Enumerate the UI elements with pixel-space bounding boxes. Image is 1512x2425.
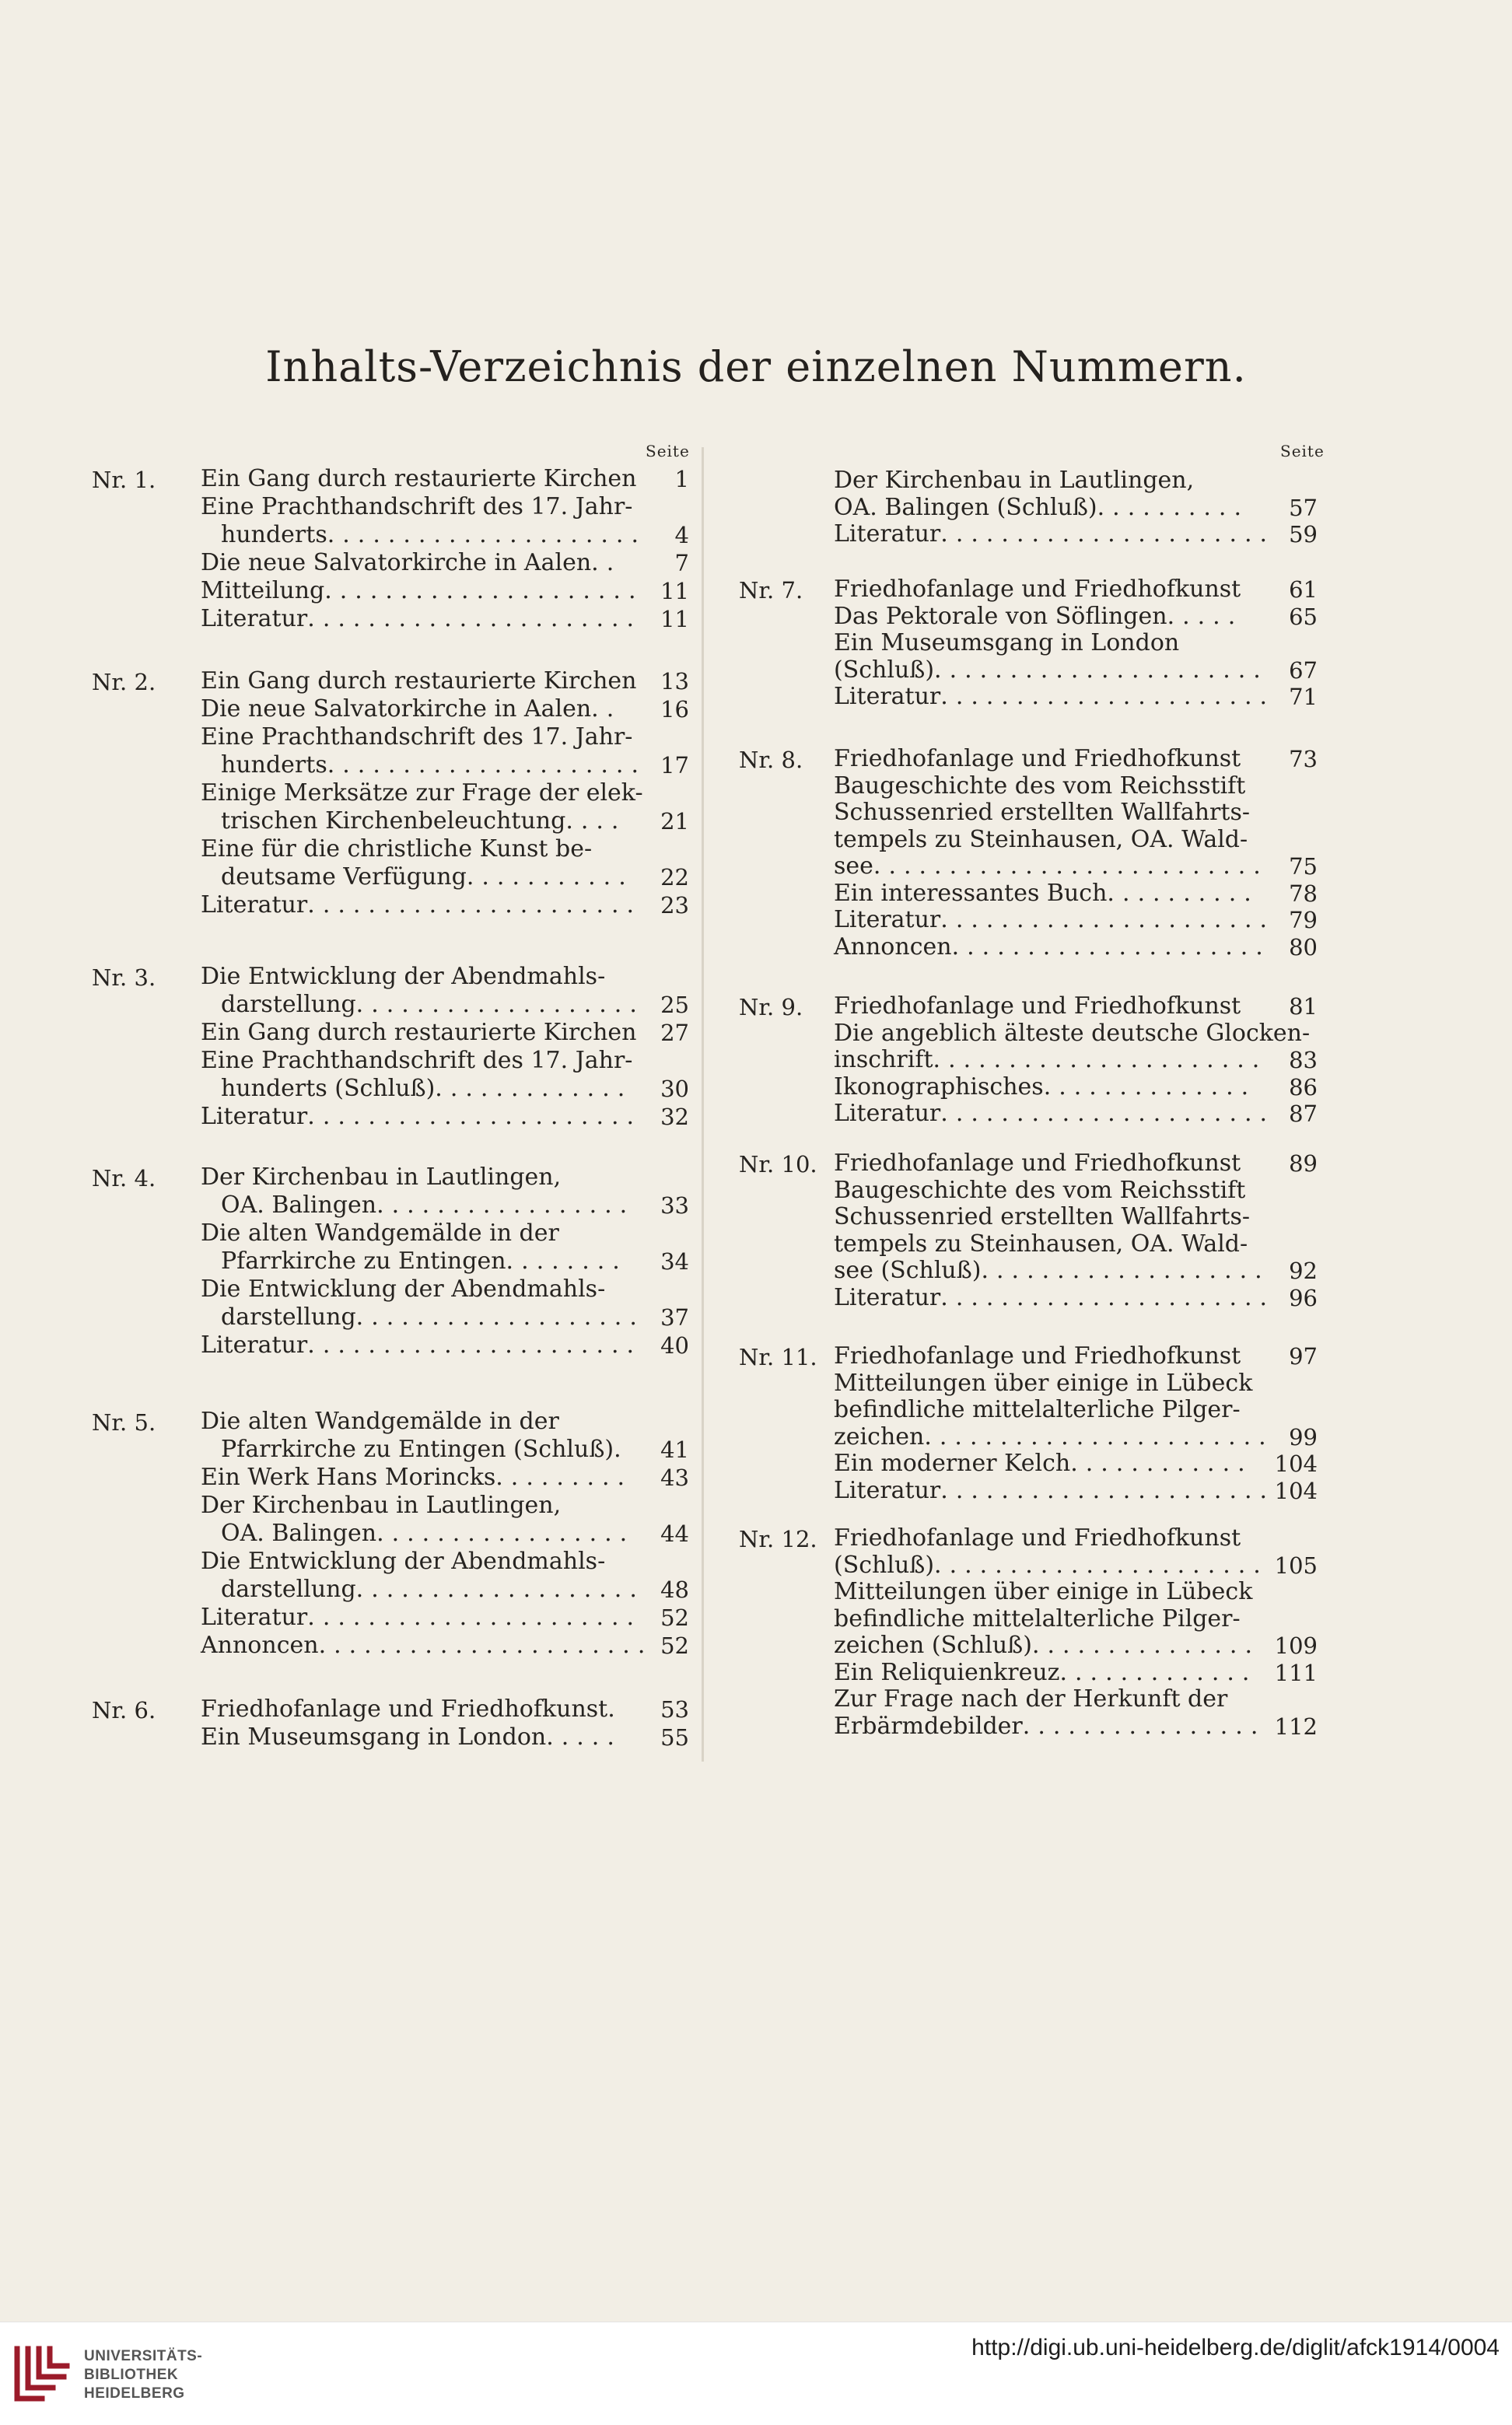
entry-page-number: 43: [660, 1464, 689, 1491]
entry-page-number: 59: [1289, 521, 1318, 548]
entry-title-line: Literatur: [834, 520, 941, 548]
entry-page-number: 99: [1289, 1423, 1318, 1450]
leader-dots: .....: [1167, 602, 1244, 630]
entry-page-number: 52: [660, 1632, 689, 1659]
entry-title-line: Die Entwicklung der Abendmahls-: [201, 1275, 606, 1303]
entry-title-line: Friedhofanlage und Friedhofkunst: [834, 1342, 1241, 1370]
leader-dots: ......................: [940, 906, 1276, 933]
entry-title-line: tempels zu Steinhausen, OA. Wald-: [834, 1230, 1248, 1258]
entry-title-line: befindliche mittelalterliche Pilger-: [834, 1604, 1241, 1632]
entry-page-number: 75: [1289, 853, 1318, 880]
entry-title-line: hunderts: [221, 751, 327, 779]
leader-dots: ................: [1022, 1712, 1266, 1740]
leader-dots: ...................: [355, 1576, 645, 1603]
leader-dots: ........: [506, 1247, 628, 1275]
entry-page-number: 4: [674, 522, 689, 548]
entry-title-line: Ein Museumsgang in London: [201, 1723, 547, 1751]
entry-title-line: Eine Prachthandschrift des 17. Jahr-: [201, 1047, 633, 1074]
leader-dots: ..............: [1043, 1073, 1257, 1101]
issue-number: Nr. 11.: [739, 1344, 817, 1370]
entry-page-number: 61: [1289, 576, 1318, 603]
entry-title-line: (Schluß): [834, 1551, 935, 1579]
entry-title-line: Die alten Wandgemälde in der: [201, 1219, 559, 1247]
leader-dots: .....: [546, 1723, 622, 1751]
entry-title-line: darstellung: [221, 1576, 356, 1603]
entry-page-number: 79: [1289, 907, 1318, 933]
entry-title-line: Friedhofanlage und Friedhofkunst: [201, 1695, 608, 1723]
leader-dots: ..: [591, 549, 622, 576]
entry-title-line: Die alten Wandgemälde in der: [201, 1408, 559, 1435]
entry-title-line: Einige Merksätze zur Frage der elek-: [201, 779, 643, 807]
leader-dots: ......................: [307, 891, 642, 919]
entry-title-line: see (Schluß): [834, 1257, 982, 1284]
entry-page-number: 48: [660, 1576, 689, 1603]
entry-page-number: 41: [660, 1436, 689, 1463]
entry-title-line: Pfarrkirche zu Entingen (Schluß): [221, 1436, 614, 1463]
leader-dots: ......................: [934, 656, 1269, 684]
entry-title-line: Literatur: [201, 1604, 308, 1631]
entry-page-number: 105: [1274, 1552, 1318, 1579]
entry-page-number: 30: [660, 1076, 689, 1102]
leader-dots: ............: [1070, 1450, 1253, 1477]
entry-title-line: Friedhofanlage und Friedhofkunst: [834, 576, 1241, 603]
leader-dots: ..: [591, 695, 622, 723]
entry-title-line: Annoncen: [201, 1632, 319, 1659]
entry-title-line: Pfarrkirche zu Entingen: [221, 1247, 506, 1275]
entry-title-line: Literatur: [834, 1100, 941, 1127]
entry-title-line: Die neue Salvatorkirche in Aalen: [201, 695, 592, 723]
entry-title-line: Annoncen: [834, 933, 952, 961]
entry-page-number: 97: [1289, 1343, 1318, 1370]
leader-dots: .....................: [951, 933, 1271, 961]
leader-dots: .................: [376, 1520, 635, 1547]
entry-title-line: Zur Frage nach der Herkunft der: [834, 1685, 1228, 1713]
entry-page-number: 7: [674, 550, 689, 576]
entry-page-number: 16: [660, 696, 689, 723]
entry-page-number: 83: [1289, 1047, 1318, 1073]
seite-header-left: Seite: [646, 442, 690, 460]
entry-page-number: 25: [660, 992, 689, 1018]
entry-title-line: Das Pektorale von Söflingen: [834, 602, 1167, 630]
entry-page-number: 87: [1289, 1101, 1318, 1127]
entry-page-number: 55: [660, 1724, 689, 1751]
entry-page-number: 11: [660, 606, 689, 632]
entry-title-line: Literatur: [834, 906, 941, 933]
entry-title-line: Erbärmdebilder: [834, 1712, 1023, 1740]
leader-dots: ....: [565, 807, 627, 835]
entry-page-number: 17: [660, 752, 689, 779]
seite-header-right: Seite: [1280, 442, 1325, 460]
entry-page-number: 34: [660, 1248, 689, 1275]
entry-title-line: Ein moderner Kelch: [834, 1450, 1071, 1477]
leader-dots: .: [607, 1695, 623, 1723]
leader-dots: ...................: [981, 1257, 1270, 1284]
issue-number: Nr. 5.: [92, 1409, 156, 1436]
leader-dots: ......................: [940, 1476, 1276, 1504]
entry-title-line: OA. Balingen (Schluß): [834, 493, 1097, 521]
entry-page-number: 13: [660, 668, 689, 695]
issue-number: Nr. 10.: [739, 1151, 817, 1178]
leader-dots: ..........: [1107, 879, 1259, 907]
issue-number: Nr. 2.: [92, 669, 156, 695]
entry-title-line: deutsame Verfügung: [221, 863, 467, 891]
leader-dots: ......................: [940, 520, 1276, 548]
university-library-logo: [11, 2343, 73, 2405]
entry-title-line: Eine Prachthandschrift des 17. Jahr-: [201, 493, 633, 520]
entry-title-line: Ein Reliquienkreuz: [834, 1658, 1060, 1686]
entry-page-number: 32: [660, 1104, 689, 1130]
entry-page-number: 67: [1289, 656, 1318, 684]
entry-page-number: 73: [1289, 746, 1318, 772]
entry-title-line: Mitteilung: [201, 577, 325, 604]
entry-title-line: Die Entwicklung der Abendmahls-: [201, 963, 606, 990]
entry-page-number: 22: [660, 864, 689, 891]
entry-title-line: darstellung: [221, 1303, 356, 1331]
column-divider: [702, 447, 704, 1762]
entry-title-line: Literatur: [201, 891, 308, 919]
leader-dots: .....................: [327, 751, 646, 779]
entry-title-line: befindliche mittelalterliche Pilger-: [834, 1396, 1241, 1423]
leader-dots: ......................: [318, 1632, 653, 1659]
entry-page-number: 52: [660, 1604, 689, 1631]
digitization-footer: [0, 2322, 1512, 2425]
leader-dots: .................: [376, 1192, 635, 1219]
leader-dots: ......................: [934, 1551, 1269, 1579]
issue-number: Nr. 3.: [92, 964, 156, 991]
entry-title-line: Ikonographisches: [834, 1073, 1044, 1101]
entry-title-line: Literatur: [201, 605, 308, 632]
leader-dots: .....................: [327, 521, 646, 548]
entry-title-line: zeichen (Schluß): [834, 1632, 1032, 1659]
entry-page-number: 37: [660, 1304, 689, 1331]
entry-title-line: Baugeschichte des vom Reichsstift: [834, 772, 1246, 800]
entry-title-line: Friedhofanlage und Friedhofkunst: [834, 1150, 1241, 1177]
entry-title-line: trischen Kirchenbeleuchtung: [221, 807, 566, 835]
issue-number: Nr. 8.: [739, 747, 803, 773]
entry-title-line: Ein interessantes Buch: [834, 879, 1108, 907]
leader-dots: ......................: [940, 683, 1276, 710]
entry-page-number: 65: [1289, 603, 1318, 630]
entry-title-line: Ein Werk Hans Morincks: [201, 1464, 496, 1491]
entry-title-line: Literatur: [201, 1103, 308, 1130]
entry-title-line: tempels zu Steinhausen, OA. Wald-: [834, 825, 1248, 853]
leader-dots: ......................: [940, 1283, 1276, 1311]
entry-title-line: zeichen: [834, 1422, 925, 1450]
entry-page-number: 78: [1289, 880, 1318, 907]
entry-title-line: Schussenried erstellten Wallfahrts-: [834, 1203, 1250, 1230]
entry-page-number: 111: [1274, 1659, 1318, 1686]
leader-dots: ......................: [940, 1100, 1276, 1127]
entry-page-number: 96: [1289, 1284, 1318, 1311]
page-title: Inhalts-Verzeichnis der einzelnen Nummern.: [265, 342, 1247, 391]
entry-page-number: 44: [660, 1520, 689, 1547]
entry-title-line: Baugeschichte des vom Reichsstift: [834, 1176, 1246, 1204]
entry-page-number: 23: [660, 892, 689, 919]
entry-title-line: inschrift: [834, 1046, 933, 1073]
leader-dots: ...........: [466, 863, 634, 891]
entry-page-number: 104: [1274, 1477, 1318, 1504]
leader-dots: ..........: [1097, 493, 1250, 521]
entry-title-line: darstellung: [221, 991, 356, 1018]
issue-number: Nr. 9.: [739, 994, 803, 1020]
entry-title-line: Die angeblich älteste deutsche Glocken-: [834, 1019, 1311, 1047]
entry-page-number: 27: [660, 1020, 689, 1046]
entry-page-number: 11: [660, 578, 689, 604]
entry-title-line: hunderts (Schluß): [221, 1075, 436, 1102]
entry-page-number: 92: [1289, 1258, 1318, 1284]
issue-number: Nr. 12.: [739, 1526, 817, 1552]
entry-page-number: 71: [1289, 684, 1318, 710]
entry-title-line: Die neue Salvatorkirche in Aalen: [201, 549, 592, 576]
source-url-link[interactable]: http://digi.ub.uni-heidelberg.de/diglit/afck1914/0004: [971, 2335, 1500, 2360]
leader-dots: ...................: [355, 991, 645, 1018]
entry-title-line: Literatur: [834, 1283, 941, 1311]
leader-dots: ......................: [307, 605, 642, 632]
entry-title-line: Friedhofanlage und Friedhofkunst: [834, 1524, 1241, 1552]
issue-number: Nr. 7.: [739, 577, 803, 604]
entry-title-line: Ein Gang durch restaurierte Kirchen: [201, 465, 637, 492]
leader-dots: .......................: [924, 1422, 1274, 1450]
leader-dots: ..........................: [873, 852, 1269, 880]
leader-dots: .............: [435, 1075, 633, 1102]
leader-dots: ...............: [1031, 1632, 1260, 1659]
entry-page-number: 81: [1289, 993, 1318, 1020]
entry-title-line: (Schluß): [834, 656, 935, 684]
entry-page-number: 109: [1274, 1632, 1318, 1659]
leader-dots: .........: [495, 1464, 633, 1491]
leader-dots: ......................: [307, 1331, 642, 1359]
entry-title-line: Literatur: [834, 683, 941, 710]
leader-dots: .....................: [324, 577, 644, 604]
leader-dots: ......................: [307, 1103, 642, 1130]
entry-page-number: 21: [660, 808, 689, 835]
entry-title-line: Mitteilungen über einige in Lübeck: [834, 1578, 1253, 1605]
entry-title-line: Ein Museumsgang in London: [834, 629, 1180, 656]
entry-title-line: Die Entwicklung der Abendmahls-: [201, 1548, 606, 1575]
entry-page-number: 33: [660, 1192, 689, 1219]
entry-title-line: Ein Gang durch restaurierte Kirchen: [201, 1019, 637, 1046]
leader-dots: .: [614, 1436, 629, 1463]
leader-dots: ...................: [355, 1303, 645, 1331]
entry-title-line: Friedhofanlage und Friedhofkunst: [834, 992, 1241, 1020]
entry-page-number: 104: [1274, 1450, 1318, 1477]
entry-title-line: OA. Balingen: [221, 1192, 377, 1219]
entry-title-line: Ein Gang durch restaurierte Kirchen: [201, 667, 637, 695]
leader-dots: .............: [1059, 1658, 1258, 1686]
entry-title-line: Eine für die christliche Kunst be-: [201, 835, 593, 863]
entry-title-line: Der Kirchenbau in Lautlingen,: [834, 467, 1195, 494]
entry-title-line: hunderts: [221, 521, 327, 548]
entry-page-number: 40: [660, 1332, 689, 1359]
entry-title-line: OA. Balingen: [221, 1520, 377, 1547]
entry-page-number: 86: [1289, 1073, 1318, 1101]
university-library-name: UNIVERSITÄTS- BIBLIOTHEK HEIDELBERG: [84, 2348, 203, 2402]
leader-dots: ......................: [307, 1604, 642, 1631]
issue-number: Nr. 1.: [92, 467, 156, 493]
entry-page-number: 57: [1289, 494, 1318, 521]
entry-page-number: 112: [1274, 1713, 1318, 1740]
entry-title-line: Der Kirchenbau in Lautlingen,: [201, 1164, 562, 1191]
entry-title-line: see: [834, 852, 873, 880]
entry-title-line: Mitteilungen über einige in Lübeck: [834, 1369, 1253, 1397]
entry-page-number: 80: [1289, 933, 1318, 961]
entry-page-number: 1: [674, 466, 689, 492]
issue-number: Nr. 6.: [92, 1697, 156, 1723]
entry-title-line: Der Kirchenbau in Lautlingen,: [201, 1492, 562, 1519]
entry-title-line: Friedhofanlage und Friedhofkunst: [834, 745, 1241, 772]
entry-page-number: 53: [660, 1696, 689, 1723]
entry-page-number: 89: [1289, 1150, 1318, 1177]
entry-title-line: Eine Prachthandschrift des 17. Jahr-: [201, 723, 633, 751]
leader-dots: ......................: [933, 1046, 1268, 1073]
issue-number: Nr. 4.: [92, 1165, 156, 1192]
entry-title-line: Schussenried erstellten Wallfahrts-: [834, 799, 1250, 826]
entry-title-line: Literatur: [201, 1331, 308, 1359]
entry-title-line: Literatur: [834, 1476, 941, 1504]
